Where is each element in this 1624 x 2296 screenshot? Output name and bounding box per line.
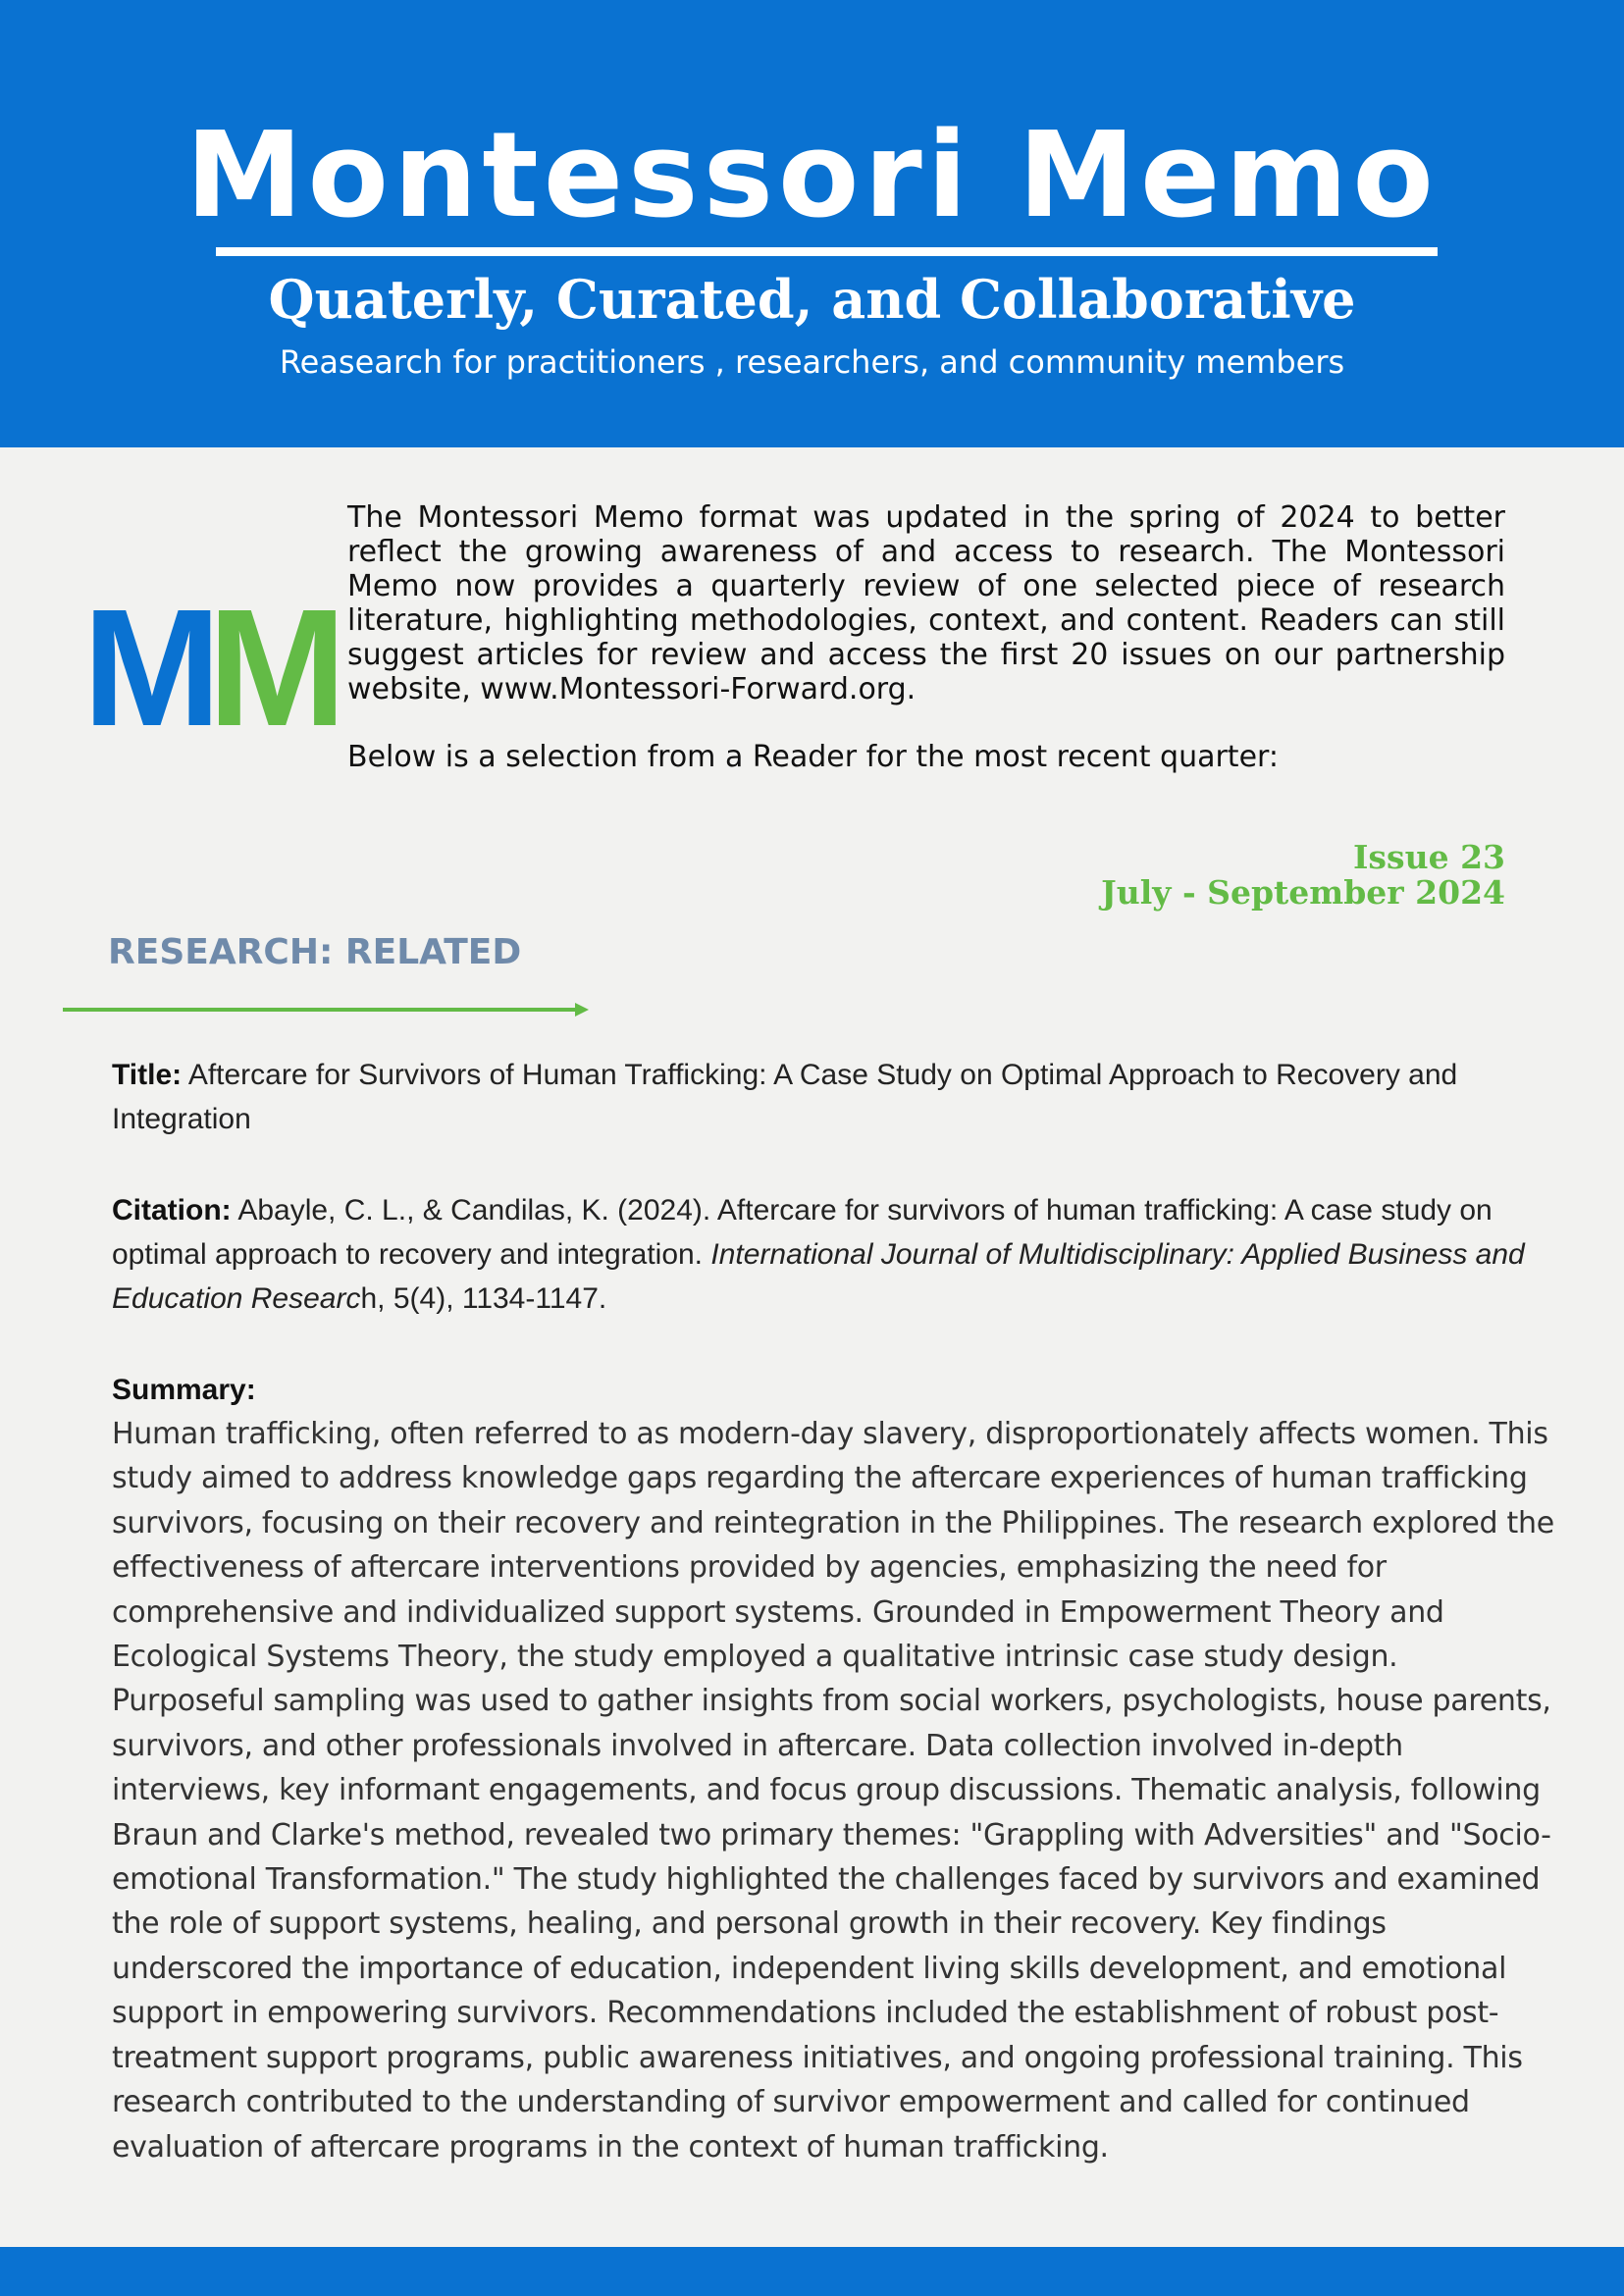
- intro-paragraph: The Montessori Memo format was updated in the spring of 2024 to better reflect the growing awareness of and access to research. The Montessori Memo now provides a quarterly review of one selected piece of research literature, highlighting methodologies, context, and content. Readers can still suggest articles for review and access the first 20 issues on our partnership website, www.Montessori-Forward.org.: [347, 500, 1505, 706]
- mm-logo: [82, 575, 334, 761]
- citation-journal: International Journal of Multidisciplinary: Applied Business and Education Researc: [112, 1238, 1525, 1315]
- newsletter-tagline: Quaterly, Curated, and Collaborative: [268, 268, 1356, 331]
- section-heading: RESEARCH: RELATED: [108, 932, 522, 972]
- summary-text: Human trafficking, often referred to as modern-day slavery, disproportionately affects women. This study aimed to address knowledge gaps regarding the aftercare experiences of human trafficking survivors, focusing on their recovery and reintegration in the Philippines. The research explored the effectiveness of aftercare interventions provided by agencies, emphasizing the need for comprehensive and individualized support systems. Grounded in Empowerment Theory and Ecological Systems Theory, the study employed a qualitative intrinsic case study design. Purposeful sampling was used to gather insights from social workers, psychologists, house parents, survivors, and other professionals involved in aftercare. Data collection involved in-depth interviews, key informant engagements, and focus group discussions. Thematic analysis, following Braun and Clarke's method, revealed two primary themes: "Grappling with Adversities" and "Socio-emotional Transformation." The study highlighted the challenges faced by survivors and examined the role of support systems, healing, and personal growth in their recovery. Key findings underscored the importance of education, independent living skills development, and emotional support in empowering survivors. Recommendations included the establishment of robust post-treatment support programs, public awareness initiatives, and ongoing professional training. This research contributed to the understanding of survivor empowerment and called for continued evaluation of aftercare programs in the context of human trafficking.: [112, 1417, 1554, 2165]
- intro-selection-note: Below is a selection from a Reader for the most recent quarter:: [347, 740, 1279, 774]
- article-title: [112, 1053, 1554, 1141]
- footer-bar: [0, 2247, 1624, 2296]
- logo-letter-blue: M: [82, 575, 208, 761]
- issue-info: [1101, 840, 1505, 911]
- title-label: Title:: [112, 1059, 183, 1091]
- logo-letter-green: M: [207, 575, 334, 761]
- summary-label: Summary:: [112, 1374, 256, 1406]
- citation-authors: Abayle, C. L., & Candilas, K. (2024). Aftercare for survivors of human trafficking: A case study on optimal approach to recovery and integration.: [112, 1194, 1493, 1271]
- article-content: [112, 1053, 1554, 2169]
- header-banner: [0, 0, 1624, 447]
- title-underline: [216, 247, 1438, 256]
- issue-number: Issue 23: [1353, 838, 1505, 876]
- citation-label: Citation:: [112, 1194, 232, 1226]
- newsletter-title: Montessori Memo: [185, 108, 1439, 244]
- section-arrow-icon: [63, 999, 593, 1020]
- issue-period: July - September 2024: [1101, 873, 1505, 912]
- newsletter-subtitle: Reasearch for practitioners , researchers, and community members: [279, 343, 1345, 381]
- citation-tail: h, 5(4), 1134-1147.: [360, 1282, 607, 1315]
- intro-section: [347, 500, 1505, 774]
- title-text: Aftercare for Survivors of Human Trafficking: A Case Study on Optimal Approach to Recovery and Integration: [112, 1059, 1458, 1135]
- article-citation: [112, 1188, 1554, 1321]
